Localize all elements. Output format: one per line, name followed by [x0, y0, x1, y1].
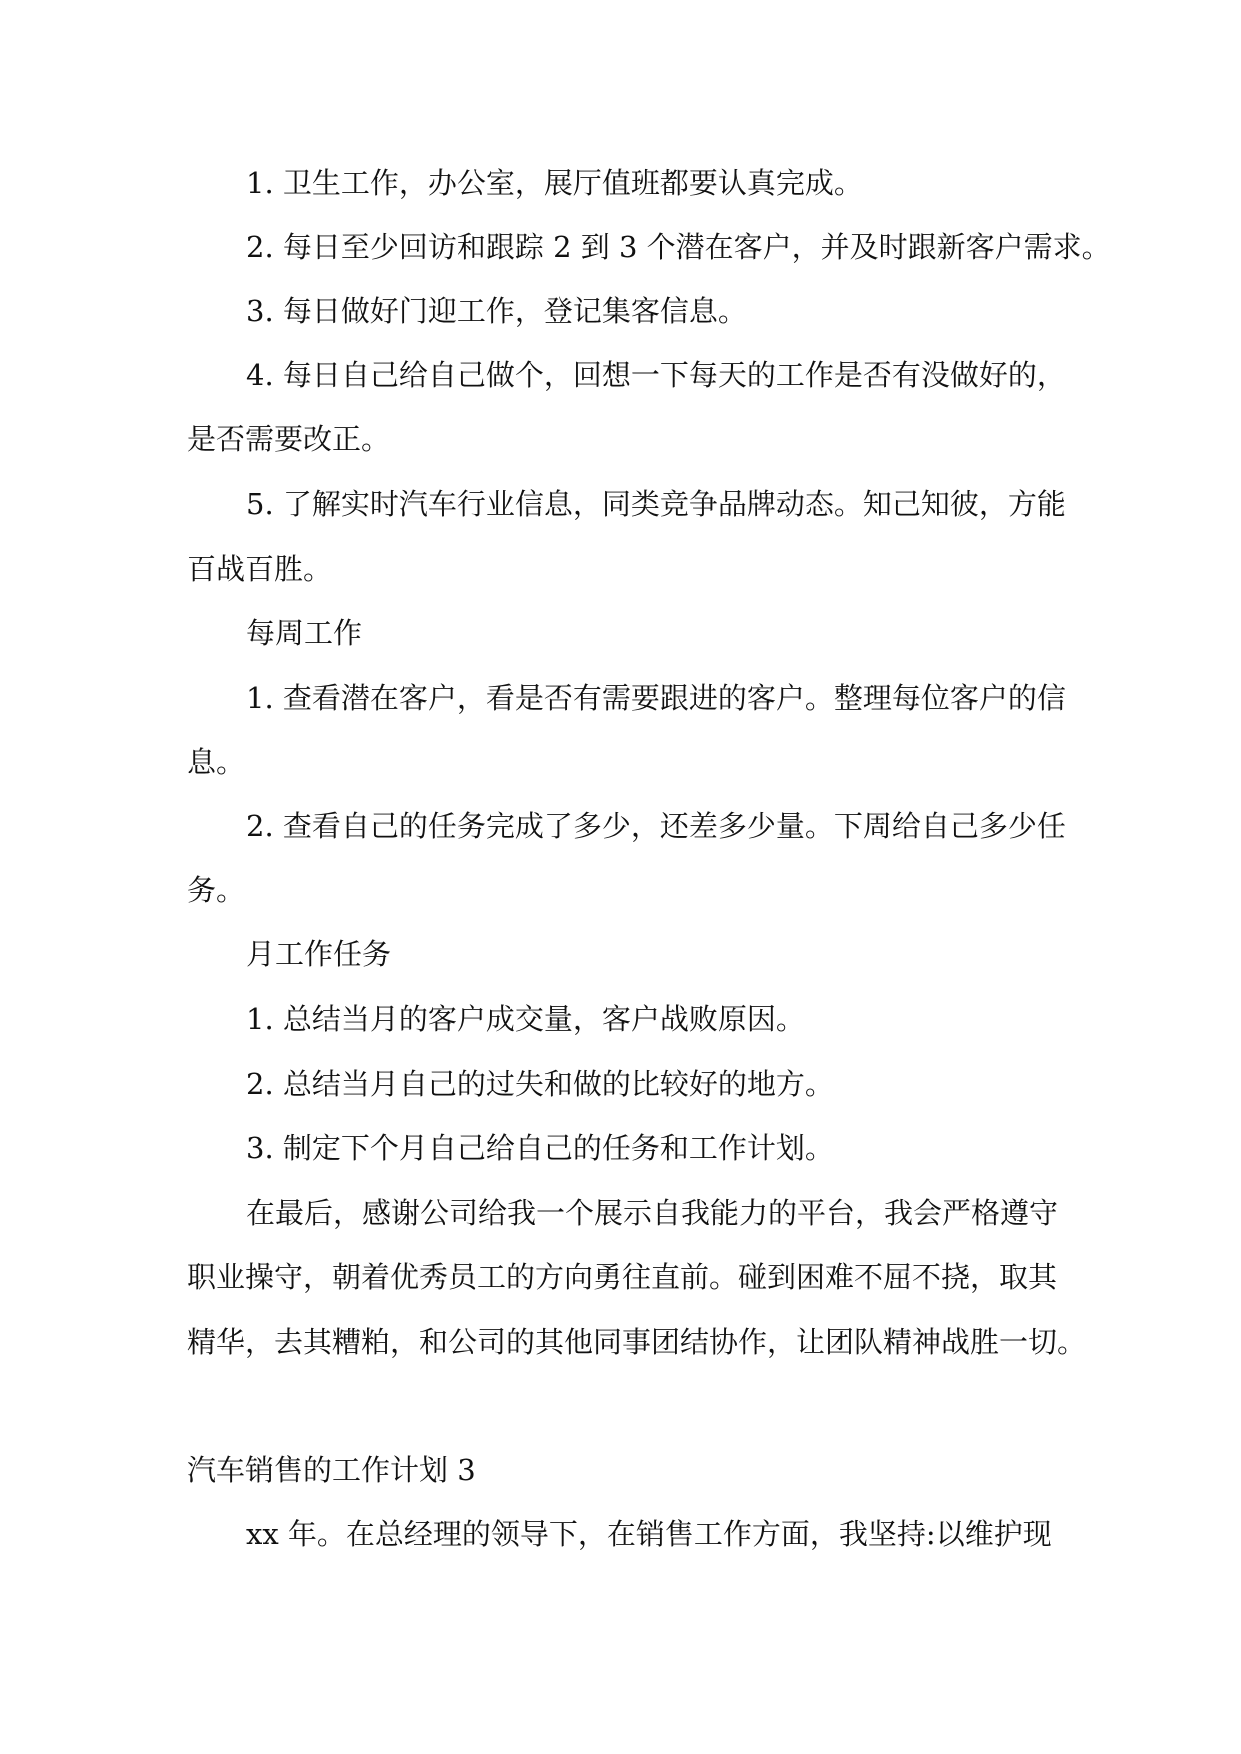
paragraph-line: 1. 总结当月的客户成交量，客户战败原因。: [246, 1002, 805, 1036]
paragraph-line: 3. 每日做好门迎工作，登记集客信息。: [246, 294, 747, 328]
paragraph-line: 2. 总结当月自己的过失和做的比较好的地方。: [246, 1067, 834, 1101]
paragraph-line: 3. 制定下个月自己给自己的任务和工作计划。: [246, 1131, 834, 1165]
paragraph-line: 在最后，感谢公司给我一个展示自我能力的平台，我会严格遵守: [246, 1196, 1059, 1230]
paragraph-line: 息。: [187, 745, 246, 779]
paragraph-line: 1. 查看潜在客户，看是否有需要跟进的客户。整理每位客户的信: [246, 681, 1066, 715]
paragraph-line: 2. 每日至少回访和跟踪 2 到 3 个潜在客户，并及时跟新客户需求。: [246, 230, 1111, 264]
paragraph-line: 百战百胜。: [187, 552, 333, 586]
paragraph-line: 务。: [187, 873, 246, 907]
section-heading: 每周工作: [246, 616, 363, 650]
paragraph-line: 是否需要改正。: [187, 422, 391, 456]
paragraph-line: 5. 了解实时汽车行业信息，同类竞争品牌动态。知己知彼，方能: [246, 487, 1066, 521]
paragraph-line: 职业操守，朝着优秀员工的方向勇往直前。碰到困难不屈不挠，取其: [187, 1260, 1058, 1294]
paragraph-line: 4. 每日自己给自己做个，回想一下每天的工作是否有没做好的，: [246, 358, 1066, 392]
document-title: 汽车销售的工作计划 3: [187, 1453, 476, 1487]
paragraph-line: 1. 卫生工作，办公室，展厅值班都要认真完成。: [246, 166, 863, 200]
paragraph-line: 精华，去其糟粕，和公司的其他同事团结协作，让团队精神战胜一切。: [187, 1325, 1087, 1359]
paragraph-line: 2. 查看自己的任务完成了多少，还差多少量。下周给自己多少任: [246, 809, 1066, 843]
paragraph-line: xx 年。在总经理的领导下，在销售工作方面，我坚持:以维护现: [246, 1517, 1052, 1551]
section-heading: 月工作任务: [246, 937, 392, 971]
